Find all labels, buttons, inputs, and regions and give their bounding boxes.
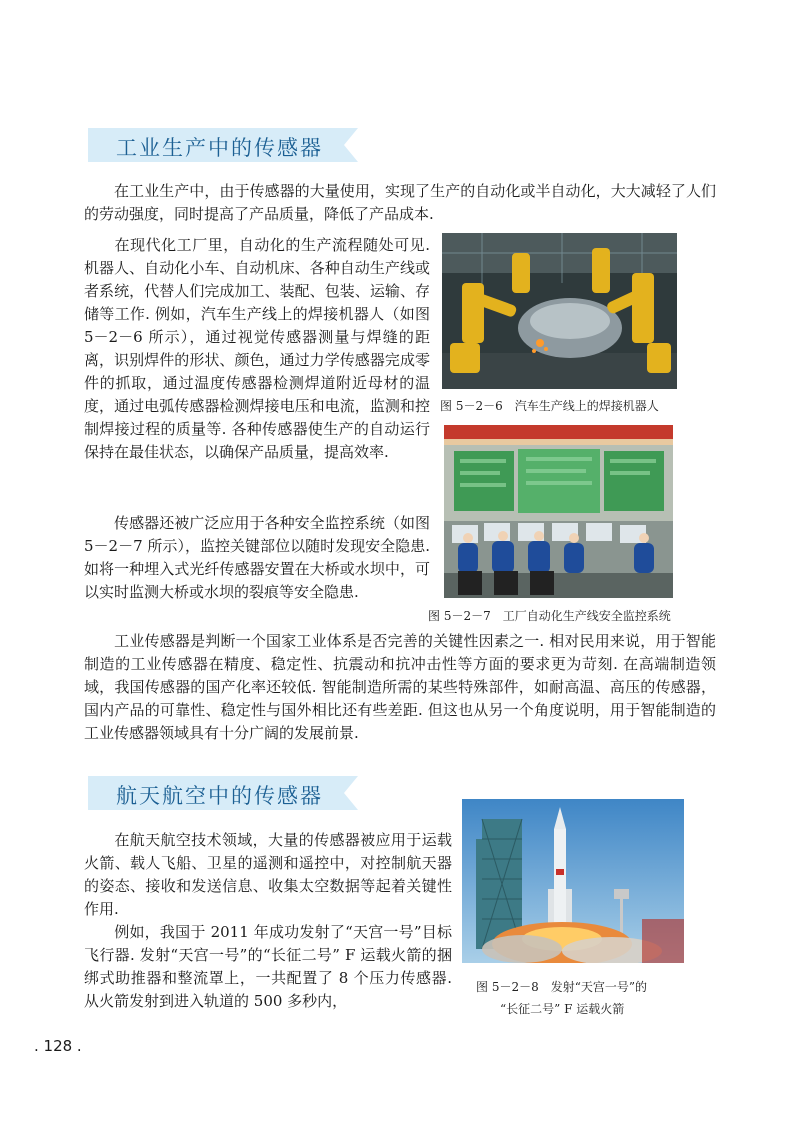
figure-caption: “长征二号” F 运载火箭	[500, 1002, 625, 1016]
paragraph: 例如，我国于 2011 年成功发射了“天宫一号”目标飞行器. 发射“天宫一号”的“长征二号” F 运载火箭的捆绑式助推器和整流罩上，一共配置了 8 个压力传感器. 从火箭发射到进入轨道的 500 多秒内，	[84, 923, 452, 1010]
section-banner-aerospace	[88, 776, 358, 810]
section-title: 工业生产中的传感器	[116, 136, 323, 160]
section-banner-industrial	[88, 128, 358, 162]
paragraph: 在工业生产中，由于传感器的大量使用，实现了生产的自动化或半自动化，大大减轻了人们的劳动强度，同时提高了产品质量，降低了产品成本.	[84, 182, 716, 223]
paragraph: 在航天航空技术领域，大量的传感器被应用于运载火箭、载人飞船、卫星的遥测和遥控中，对控制航天器的姿态、接收和发送信息、收集太空数据等起着关键性作用.	[84, 831, 452, 918]
rocket-launch-photo	[462, 799, 684, 963]
figure-caption: 图 5－2－8 发射“天宫一号”的	[476, 980, 647, 994]
monitoring-room-photo	[444, 425, 673, 598]
section-title: 航天航空中的传感器	[116, 784, 323, 808]
page-number: . 128 .	[34, 1037, 82, 1055]
figure-caption: 图 5－2－6 汽车生产线上的焊接机器人	[440, 399, 659, 413]
welding-robot-photo	[442, 233, 677, 389]
figure-caption: 图 5－2－7 工厂自动化生产线安全监控系统	[428, 609, 671, 623]
paragraph: 工业传感器是判断一个国家工业体系是否完善的关键性因素之一. 相对民用来说，用于智能制造的工业传感器在精度、稳定性、抗震动和抗冲击性等方面的要求更为苛刻. 在高端制造领域，我国传感器的国产化率还较低. 智能制造所需的某些特殊部件，如耐高温、高压的传感器，国内产品的可靠性、稳定性与国外相比还有些差距. 但这也从另一个角度说明，用于智能制造的工业传感器领域具有十分广阔的发展前景.	[84, 632, 716, 742]
paragraph: 传感器还被广泛应用于各种安全监控系统（如图 5－2－7 所示），监控关键部位以随时发现安全隐患. 如将一种埋入式光纤传感器安置在大桥或水坝中，可以实时监测大桥或水坝的裂痕等安全隐患.	[84, 514, 430, 601]
paragraph: 在现代化工厂里，自动化的生产流程随处可见. 机器人、自动化小车、自动机床、各种自动生产线或者系统，代替人们完成加工、装配、包装、运输、存储等工作. 例如，汽车生产线上的焊接机器人（如图 5－2－6 所示），通过视觉传感器测量与焊缝的距离，识别焊件的形状、颜色，通过力学传感器完成零件的抓取，通过温度传感器检测焊道附近母材的温度，通过电弧传感器检测焊接电压和电流，监测和控制焊接过程的质量等. 各种传感器使生产的自动运行保持在最佳状态，以确保产品质量，提高效率.	[84, 236, 430, 461]
